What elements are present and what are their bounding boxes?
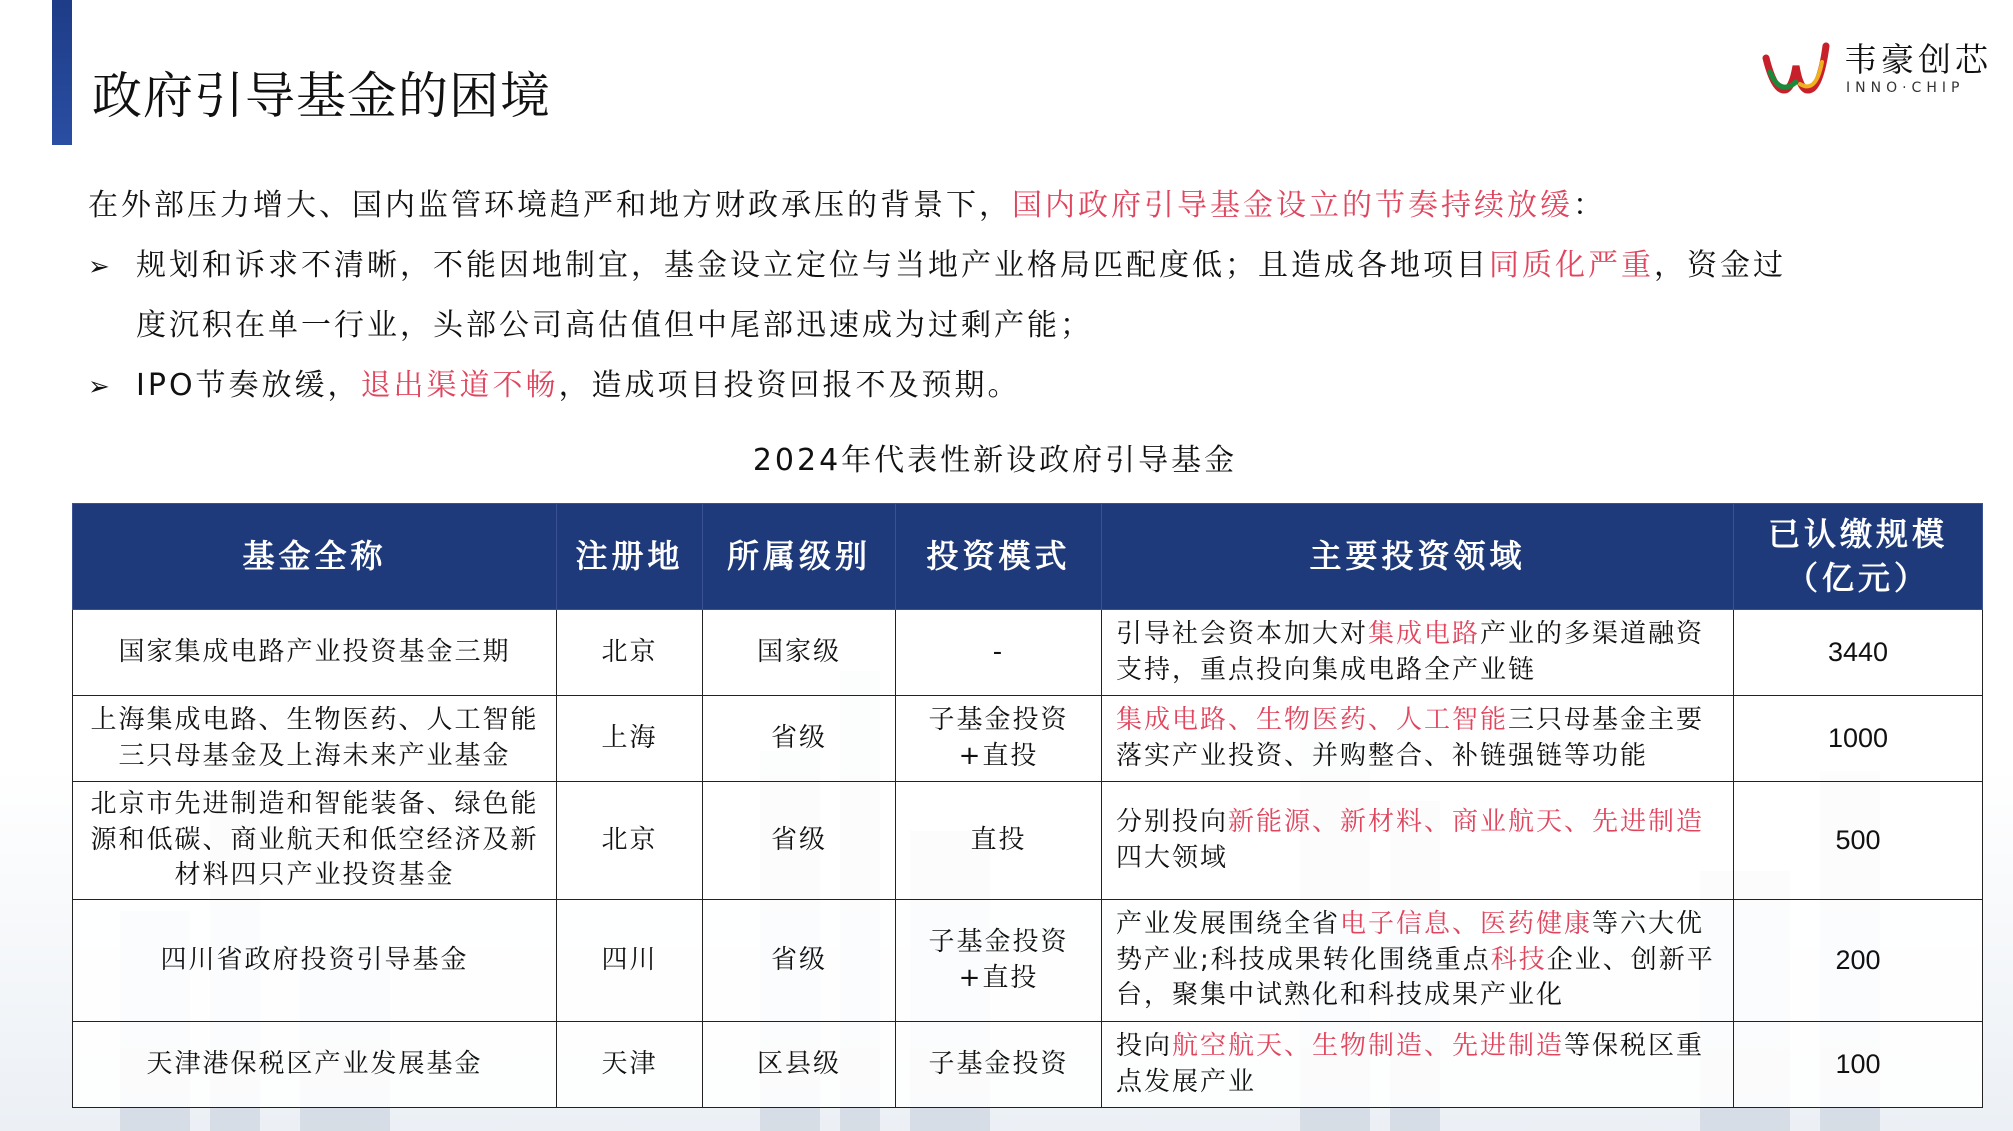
cell-fund-name: 天津港保税区产业发展基金 [73, 1022, 557, 1108]
cell-field [1102, 900, 1734, 1022]
cell-location: 北京 [557, 782, 703, 900]
cell-mode: 子基金投资+直投 [896, 900, 1102, 1022]
intro-paragraph [88, 180, 1606, 224]
field-text: 投向 [1116, 1031, 1173, 1062]
cell-field [1102, 782, 1734, 900]
field-highlight: 科技 [1490, 944, 1547, 975]
field-text: 三只母基金主要落实产业投资、并购整合、补链强链等功能 [1116, 705, 1705, 771]
cell-scale: 1000 [1734, 696, 1983, 782]
header-mode: 投资模式 [896, 504, 1102, 610]
field-text: 等保税区重点发展产业 [1116, 1031, 1705, 1097]
logo-text-cn: 韦豪创芯 [1844, 40, 1992, 79]
cell-level: 省级 [703, 696, 896, 782]
bullet-1-text: 规划和诉求不清晰，不能因地制宜，基金设立定位与当地产业格局匹配度低；且造成各地项目 [136, 248, 1489, 283]
cell-level: 省级 [703, 900, 896, 1022]
bullet-2-highlight: 退出渠道不畅 [360, 368, 559, 403]
header-location: 注册地 [557, 504, 703, 610]
bullet-2-text: IPO节奏放缓， [136, 368, 361, 403]
header-scale-line1: 已认缴规模 [1767, 515, 1948, 554]
cell-scale: 100 [1734, 1022, 1983, 1108]
table-row [73, 610, 1983, 696]
bullet-item-2 [88, 360, 1021, 404]
field-text: 产业的多渠道融资支持，重点投向集成电路全产业链 [1116, 619, 1705, 685]
field-highlight: 电子信息、医药健康 [1340, 909, 1593, 940]
field-text: 等六大优势产业;科技成果转化围绕重点 [1116, 909, 1705, 975]
table-row [73, 782, 1983, 900]
field-highlight: 航空航天、生物制造、先进制造 [1172, 1031, 1565, 1062]
field-highlight: 集成电路 [1368, 619, 1481, 650]
arrow-bullet-icon: ➢ [88, 252, 113, 282]
cell-location: 上海 [557, 696, 703, 782]
table-header-row [73, 504, 1983, 610]
header-fund-name: 基金全称 [73, 504, 557, 610]
field-text: 产业发展围绕全省 [1116, 909, 1341, 940]
cell-field [1102, 1022, 1734, 1108]
cell-mode: - [896, 610, 1102, 696]
bullet-1-highlight: 同质化严重 [1489, 248, 1654, 283]
cell-mode: 直投 [896, 782, 1102, 900]
cell-fund-name: 上海集成电路、生物医药、人工智能三只母基金及上海未来产业基金 [73, 696, 557, 782]
cell-fund-name: 国家集成电路产业投资基金三期 [73, 610, 557, 696]
field-highlight: 新能源、新材料、商业航天、先进制造 [1228, 807, 1705, 838]
field-highlight: 集成电路、生物医药、人工智能 [1116, 705, 1509, 736]
logo-text-en: INNO·CHIP [1846, 80, 1965, 96]
cell-fund-name: 四川省政府投资引导基金 [73, 900, 557, 1022]
cell-mode: 子基金投资 [896, 1022, 1102, 1108]
cell-field [1102, 610, 1734, 696]
funds-table [72, 503, 1983, 1108]
table-row [73, 900, 1983, 1022]
cell-level: 国家级 [703, 610, 896, 696]
logo-mark-icon [1760, 32, 1830, 102]
cell-level: 省级 [703, 782, 896, 900]
field-text: 引导社会资本加大对 [1116, 619, 1369, 650]
bullet-1-suffix: ，资金过 [1654, 248, 1786, 283]
header-level: 所属级别 [703, 504, 896, 610]
bullet-1-continuation: 度沉积在单一行业，头部公司高估值但中尾部迅速成为过剩产能； [136, 308, 1093, 343]
field-text: 分别投向 [1116, 807, 1229, 838]
cell-mode: 子基金投资+直投 [896, 696, 1102, 782]
page-title: 政府引导基金的困境 [92, 67, 551, 125]
bullet-2-suffix: ，造成项目投资回报不及预期。 [558, 368, 1021, 403]
cell-scale: 200 [1734, 900, 1983, 1022]
intro-text: 在外部压力增大、国内监管环境趋严和地方财政承压的背景下， [88, 188, 1012, 223]
bullet-item-1 [88, 240, 1786, 284]
header-field: 主要投资领域 [1102, 504, 1734, 610]
cell-level: 区县级 [703, 1022, 896, 1108]
cell-location: 北京 [557, 610, 703, 696]
cell-fund-name: 北京市先进制造和智能装备、绿色能源和低碳、商业航天和低空经济及新材料四只产业投资基金 [73, 782, 557, 900]
title-accent-bar [52, 0, 72, 145]
cell-field [1102, 696, 1734, 782]
table-row [73, 696, 1983, 782]
cell-location: 四川 [557, 900, 703, 1022]
table-caption: 2024年代表性新设政府引导基金 [752, 443, 1238, 478]
cell-scale: 500 [1734, 782, 1983, 900]
intro-suffix: ： [1573, 188, 1606, 223]
intro-highlight: 国内政府引导基金设立的节奏持续放缓 [1012, 188, 1573, 223]
company-logo [1760, 32, 1990, 102]
field-text: 四大领域 [1116, 842, 1229, 873]
cell-scale: 3440 [1734, 610, 1983, 696]
cell-location: 天津 [557, 1022, 703, 1108]
field-text: 企业、创新平台，聚集中试熟化和科技成果产业化 [1116, 944, 1715, 1011]
header-scale [1734, 504, 1983, 610]
table-row [73, 1022, 1983, 1108]
header-scale-line2: （亿元） [1785, 558, 1930, 597]
arrow-bullet-icon: ➢ [88, 372, 113, 402]
